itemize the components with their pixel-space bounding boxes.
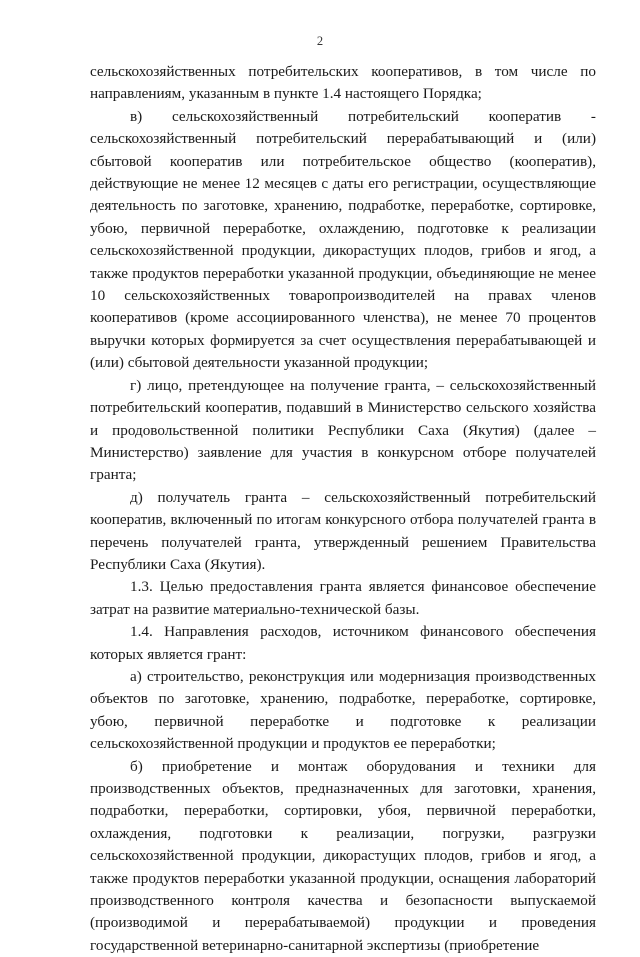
paragraph-7-line-2: объектов по заготовке, хранению, подработке, переработке, сортировке, [90, 690, 596, 708]
paragraph-7-line-3: убою, первичной переработке и подготовке к реализации [90, 712, 596, 730]
paragraph-8-line-9: государственной ветеринарно-санитарной экспертизы (приобретение [90, 936, 540, 954]
paragraph-8-line-4: охлаждения, подготовки к реализации, погрузки, разгрузки [90, 824, 596, 842]
paragraph-2-line-12: (или) сбытовой деятельности указанной продукции; [90, 354, 429, 372]
paragraph-1-line-1: сельскохозяйственных потребительских кооперативов, в том числе по [90, 63, 596, 80]
paragraph-2-line-3: сбытовой кооператив или потребительское общество (кооператив), [90, 152, 596, 170]
paragraph-4-line-4: Республики Саха (Якутия). [90, 555, 266, 573]
paragraph-8-line-8: (производимой и перерабатываемой) продукции и проведения [90, 914, 596, 932]
paragraph-2-line-4: действующие не менее 12 месяцев с даты его регистрации, осуществляющие [90, 175, 596, 193]
page-number: 2 [316, 34, 324, 48]
paragraph-5-line-1: 1.3. Целью предоставления гранта является финансовое обеспечение [130, 578, 596, 596]
paragraph-4-line-1: д) получатель гранта – сельскохозяйственный потребительский [130, 488, 596, 506]
paragraph-8-line-5: сельскохозяйственной продукции, дикорастущих плодов, грибов и ягод, а [90, 847, 596, 865]
paragraph-2-line-2: сельскохозяйственный потребительский перерабатывающий и (или) [90, 130, 596, 148]
paragraph-2-line-8: также продуктов переработки указанной продукции, объединяющие не менее [90, 264, 596, 282]
paragraph-2-line-1: в) сельскохозяйственный потребительский кооператив - [130, 107, 596, 125]
paragraph-4-line-3: перечень получателей гранта, утвержденный решением Правительства [90, 533, 596, 551]
paragraph-2-line-6: убою, первичной переработке, охлаждению, подготовке к реализации [90, 219, 596, 237]
paragraph-6-line-2: которых является грант: [90, 645, 247, 663]
paragraph-3-line-5: гранта; [90, 466, 137, 484]
paragraph-7-line-1: а) строительство, реконструкция или модернизация производственных [130, 667, 596, 685]
document-body [90, 61, 596, 957]
paragraph-8-line-3: подработки, переработки, сортировки, убоя, первичной переработки, [90, 802, 596, 820]
paragraph-6-line-1: 1.4. Направления расходов, источником финансового обеспечения [130, 623, 596, 641]
paragraph-8-line-1: б) приобретение и монтаж оборудования и техники для [130, 757, 596, 775]
paragraph-2-line-5: деятельность по заготовке, хранению, подработке, переработке, сортировке, [90, 197, 596, 215]
paragraph-2-line-7: сельскохозяйственной продукции, дикорастущих плодов, грибов и ягод, а [90, 242, 596, 260]
paragraph-5-line-2: затрат на развитие материально-технической базы. [90, 600, 420, 618]
paragraph-8-line-2: производственных объектов, предназначенных для заготовки, хранения, [90, 780, 596, 797]
paragraph-2-line-9: 10 сельскохозяйственных товаропроизводителей на правах членов [90, 287, 596, 305]
paragraph-3-line-1: г) лицо, претендующее на получение гранта, – сельскохозяйственный [130, 376, 596, 394]
paragraph-3-line-3: и продовольственной политики Республики Саха (Якутия) (далее – [90, 421, 596, 439]
paragraph-8-line-6: также продуктов переработки указанной продукции, оснащения лабораторий [90, 869, 596, 887]
paragraph-3-line-2: потребительский кооператив, подавший в Министерство сельского хозяйства [90, 399, 596, 417]
paragraph-3-line-4: Министерство) заявление для участия в конкурсном отборе получателей [90, 443, 596, 461]
paragraph-4-line-2: кооператив, включенный по итогам конкурсного отбора получателей гранта в [90, 511, 596, 529]
paragraph-8-line-7: производственного контроля качества и безопасности выпускаемой [90, 892, 596, 910]
paragraph-2-line-10: кооперативов (кроме ассоциированного членства), не менее 70 процентов [90, 309, 596, 327]
paragraph-7-line-4: сельскохозяйственной продукции и продуктов ее переработки; [90, 735, 496, 753]
paragraph-2-line-11: выручки которых формируется за счет осуществления перерабатывающей и [90, 331, 596, 349]
paragraph-1-line-2: направлениям, указанным в пункте 1.4 настоящего Порядка; [90, 85, 482, 103]
